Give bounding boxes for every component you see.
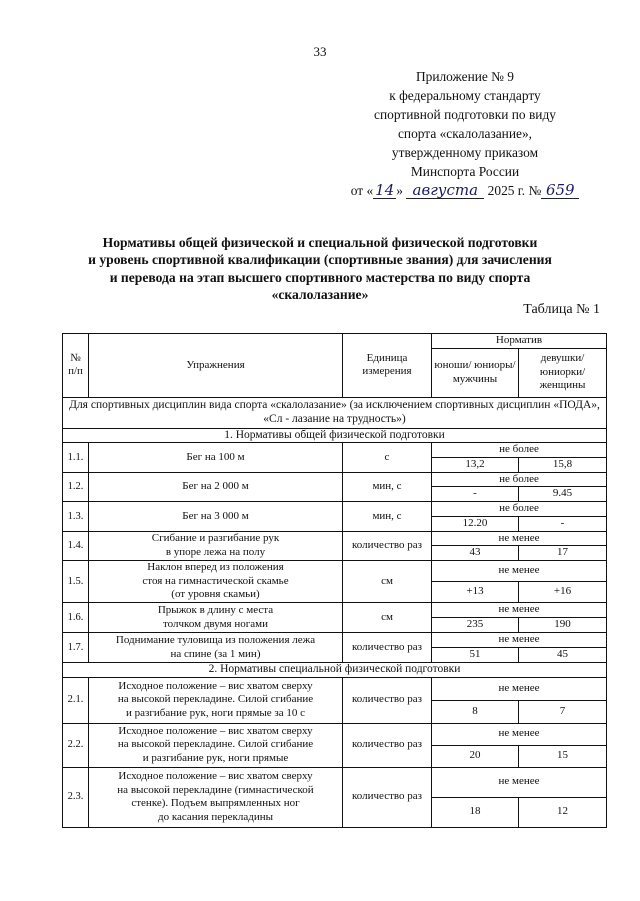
header-num: № п/п	[63, 334, 89, 398]
female-value: 7	[519, 700, 607, 723]
unit-cell: количество раз	[343, 723, 432, 767]
handwritten-month: августа	[406, 183, 484, 199]
annex-line: Минспорта России	[410, 164, 520, 179]
female-value: 190	[519, 618, 607, 633]
row-number: 2.2.	[63, 723, 89, 767]
male-value: 13,2	[432, 457, 519, 472]
handwritten-day: 14	[375, 181, 395, 199]
exercise-line: на высокой перекладине. Силой сгибание	[117, 738, 314, 751]
unit-cell: мин, с	[343, 472, 432, 502]
unit-cell: мин, с	[343, 502, 432, 532]
row-number: 1.1.	[63, 443, 89, 473]
female-value: 12	[519, 797, 607, 827]
exercise-line: Исходное положение – вис хватом сверху	[118, 679, 313, 692]
discipline-note: Для спортивных дисциплин вида спорта «скалолазание» (за исключением спортивных дисциплин «ПОДА», «Сл - лазание на трудность»)	[63, 397, 607, 428]
table-row	[63, 472, 607, 487]
exercise-cell	[89, 502, 343, 532]
table-row	[63, 502, 607, 517]
table-row	[63, 531, 607, 546]
document-title	[60, 234, 580, 304]
male-value: +13	[432, 582, 519, 603]
exercise-line: Исходное положение – вис хватом сверху	[118, 770, 313, 782]
table-row	[63, 633, 607, 648]
unit-cell: см	[343, 603, 432, 633]
header-row	[63, 334, 607, 349]
table-row	[63, 561, 607, 582]
exercise-cell	[89, 472, 343, 502]
exercise-cell	[89, 603, 343, 633]
female-value: 45	[519, 648, 607, 663]
annex-line: утвержденному приказом	[391, 145, 539, 160]
row-number: 1.4.	[63, 531, 89, 561]
table-row	[63, 677, 607, 700]
unit-cell: количество раз	[343, 531, 432, 561]
annex-line: к федеральному стандарту	[389, 88, 541, 103]
exercise-line: Поднимание туловища из положения лежа	[115, 634, 316, 646]
table-row	[63, 767, 607, 797]
table-row	[63, 443, 607, 458]
condition-cell: не менее	[432, 767, 607, 797]
exercise-line: Сгибание и разгибание рук	[151, 532, 280, 545]
male-value: 12.20	[432, 516, 519, 531]
exercise-line: на высокой перекладине (гимнастической	[117, 783, 314, 796]
exercise-line: на высокой перекладине. Силой сгибание	[117, 693, 314, 706]
condition-cell: не менее	[432, 633, 607, 648]
row-number: 1.6.	[63, 603, 89, 633]
row-number: 1.3.	[63, 502, 89, 532]
exercise-cell	[89, 531, 343, 561]
row-number: 1.2.	[63, 472, 89, 502]
male-value: 43	[432, 546, 519, 561]
male-value: 18	[432, 797, 519, 827]
female-value: -	[519, 516, 607, 531]
header-male: юноши/ юниоры/ мужчины	[432, 348, 519, 397]
female-value: 17	[519, 546, 607, 561]
exercise-line: стоя на гимнастической скамье	[142, 574, 289, 587]
header-unit: Единица измерения	[343, 334, 432, 398]
condition-cell: не менее	[432, 723, 607, 745]
exercise-cell	[89, 767, 343, 827]
annex-line: спортивной подготовки по виду	[374, 107, 556, 122]
row-number: 1.7.	[63, 633, 89, 663]
header-exercise: Упражнения	[89, 334, 343, 398]
condition-cell: не менее	[432, 603, 607, 618]
section-title: 1. Нормативы общей физической подготовки	[63, 428, 607, 443]
date-year: 2025 г. №	[487, 183, 542, 198]
condition-cell: не более	[432, 502, 607, 517]
handwritten-order-number: 659	[541, 183, 579, 199]
male-value: -	[432, 487, 519, 502]
unit-cell: с	[343, 443, 432, 473]
exercise-line: Бег на 2 000 м	[182, 480, 249, 492]
date-quote-close: »	[396, 183, 403, 198]
title-line: Нормативы общей физической и специальной физической подготовки	[102, 235, 538, 250]
condition-cell: не менее	[432, 677, 607, 700]
row-number: 2.3.	[63, 767, 89, 827]
discipline-note-row	[63, 397, 607, 428]
female-value: 9.45	[519, 487, 607, 502]
annex-line: Приложение № 9	[415, 69, 515, 84]
page-number: 33	[313, 44, 327, 59]
unit-cell: количество раз	[343, 633, 432, 663]
title-line: и перевода на этап высшего спортивного мастерства по виду спорта	[109, 269, 531, 285]
exercise-line: Прыжок в длину с места	[157, 604, 274, 616]
order-date-line	[340, 181, 590, 200]
table-label: Таблица № 1	[523, 302, 600, 317]
unit-cell: см	[343, 561, 432, 603]
exercise-line: Наклон вперед из положения	[147, 561, 284, 574]
header-norm: Норматив	[432, 334, 607, 349]
condition-cell: не менее	[432, 531, 607, 546]
section-title: 2. Нормативы специальной физической подготовки	[63, 663, 607, 678]
male-value: 20	[432, 745, 519, 767]
date-prefix: от «	[350, 183, 374, 198]
title-line: «скалолазание»	[271, 287, 369, 303]
exercise-cell	[89, 443, 343, 473]
exercise-line: и разгибание рук, ноги прямые	[142, 751, 289, 764]
condition-cell: не более	[432, 472, 607, 487]
male-value: 8	[432, 700, 519, 723]
header-female: девушки/ юниорки/ женщины	[519, 348, 607, 397]
exercise-line: на спине (за 1 мин)	[170, 647, 261, 660]
exercise-line: в упоре лежа на полу	[165, 545, 266, 558]
exercise-line: Бег на 3 000 м	[182, 509, 249, 522]
exercise-cell	[89, 633, 343, 663]
female-value: +16	[519, 582, 607, 603]
standards-table	[62, 333, 607, 828]
annex-line: спорта «скалолазание»,	[397, 126, 532, 141]
unit-cell: количество раз	[343, 767, 432, 827]
condition-cell: не менее	[432, 561, 607, 582]
exercise-line: стенке). Подъем выпрямленных ног	[131, 797, 300, 809]
exercise-cell	[89, 723, 343, 767]
annex-header	[340, 67, 590, 200]
condition-cell: не более	[432, 443, 607, 458]
exercise-line: до касания перекладины	[157, 810, 274, 823]
table-body	[63, 397, 607, 827]
section-row	[63, 663, 607, 678]
female-value: 15,8	[519, 457, 607, 472]
male-value: 235	[432, 618, 519, 633]
exercise-line: Бег на 100 м	[186, 450, 245, 463]
table-row	[63, 603, 607, 618]
row-number: 1.5.	[63, 561, 89, 603]
title-line: и уровень спортивной квалификации (спортивные звания) для зачисления	[88, 252, 552, 268]
table-row	[63, 723, 607, 745]
unit-cell: количество раз	[343, 677, 432, 723]
section-row	[63, 428, 607, 443]
exercise-line: (от уровня скамьи)	[171, 588, 260, 601]
exercise-line: и разгибание рук, ноги прямые за 10 с	[126, 706, 305, 719]
exercise-line: толчком двумя ногами	[163, 617, 268, 630]
male-value: 51	[432, 648, 519, 663]
female-value: 15	[519, 745, 607, 767]
exercise-cell	[89, 561, 343, 603]
exercise-cell	[89, 677, 343, 723]
row-number: 2.1.	[63, 677, 89, 723]
exercise-line: Исходное положение – вис хватом сверху	[118, 724, 313, 737]
